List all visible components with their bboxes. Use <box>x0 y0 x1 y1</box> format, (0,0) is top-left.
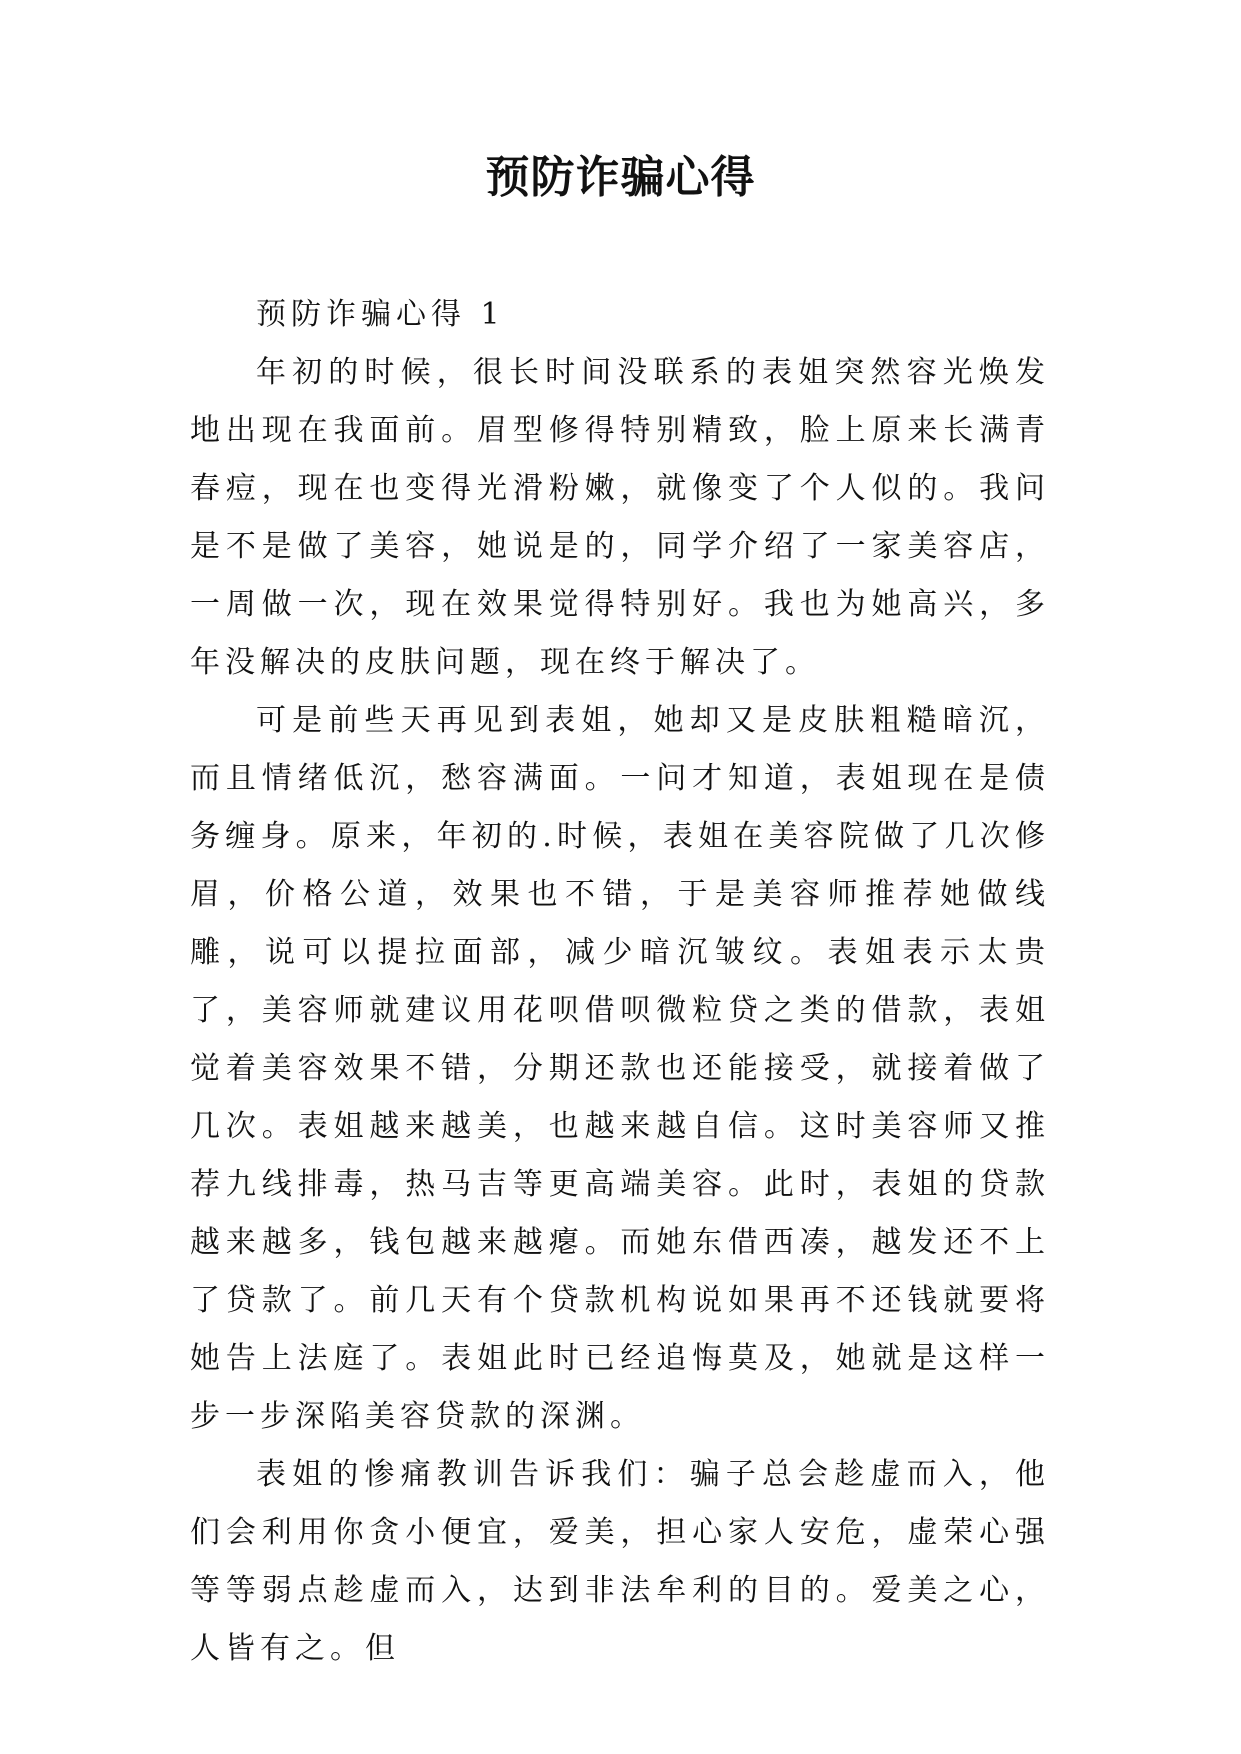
paragraph-2: 可是前些天再见到表姐，她却又是皮肤粗糙暗沉，而且情绪低沉，愁容满面。一问才知道，表姐现在是债务缠身。原来，年初的.时候，表姐在美容院做了几次修眉，价格公道，效果也不错，于是美容师推荐她做线雕，说可以提拉面部，减少暗沉皱纹。表姐表示太贵了，美容师就建议用花呗借呗微粒贷之类的借款，表姐觉着美容效果不错，分期还款也还能接受，就接着做了几次。表姐越来越美，也越来越自信。这时美容师又推荐九线排毒，热马吉等更高端美容。此时，表姐的贷款越来越多，钱包越来越瘪。而她东借西凑，越发还不上了贷款了。前几天有个贷款机构说如果再不还钱就要将她告上法庭了。表姐此时已经追悔莫及，她就是这样一步一步深陷美容贷款的深渊。 <box>190 703 1050 1434</box>
paragraph-3: 表姐的惨痛教训告诉我们：骗子总会趁虚而入，他们会利用你贪小便宜，爱美，担心家人安危，虚荣心强等等弱点趁虚而入，达到非法牟利的目的。爱美之心，人皆有之。但 <box>190 1457 1050 1666</box>
paragraph-1: 年初的时候，很长时间没联系的表姐突然容光焕发地出现在我面前。眉型修得特别精致，脸上原来长满青春痘，现在也变得光滑粉嫩，就像变了个人似的。我问是不是做了美容，她说是的，同学介绍了一家美容店，一周做一次，现在效果觉得特别好。我也为她高兴，多年没解决的皮肤问题，现在终于解决了。 <box>190 355 1050 680</box>
section-heading: 预防诈骗心得 1 <box>256 297 505 332</box>
document-body <box>190 286 1050 1678</box>
document-title: 预防诈骗心得 <box>485 152 756 203</box>
